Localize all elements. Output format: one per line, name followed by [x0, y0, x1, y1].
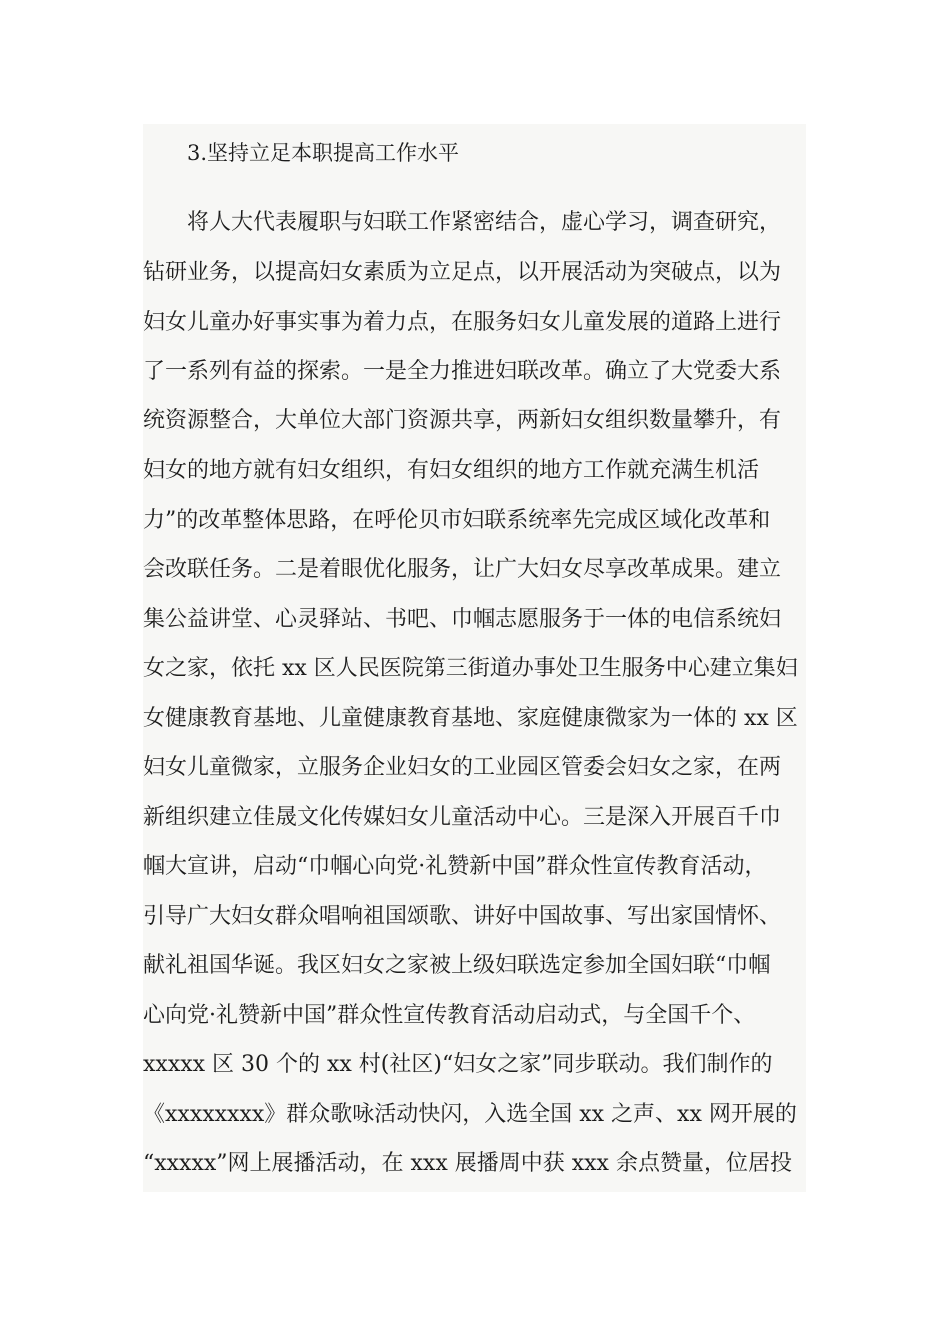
paragraph-line: 妇女儿童微家，立服务企业妇女的工业园区管委会妇女之家，在两	[143, 755, 782, 780]
document-text-block	[143, 124, 806, 1192]
paragraph-line: 妇女的地方就有妇女组织，有妇女组织的地方工作就充满生机活	[143, 458, 760, 483]
paragraph-line: 女之家，依托 xx 区人民医院第三街道办事处卫生服务中心建立集妇	[143, 656, 798, 681]
paragraph-line: 钻研业务，以提高妇女素质为立足点，以开展活动为突破点，以为	[143, 260, 782, 285]
paragraph-line: 将人大代表履职与妇联工作紧密结合，虚心学习，调查研究，	[187, 210, 782, 235]
paragraph-line: 新组织建立佳晟文化传媒妇女儿童活动中心。三是深入开展百千巾	[143, 805, 782, 830]
paragraph-line: 统资源整合，大单位大部门资源共享，两新妇女组织数量攀升，有	[143, 408, 782, 433]
paragraph-line: 心向党·礼赞新中国”群众性宣传教育活动启动式，与全国千个、	[143, 1003, 756, 1028]
paragraph-line: xxxxx 区 30 个的 xx 村(社区)“妇女之家”同步联动。我们制作的	[143, 1052, 773, 1077]
paragraph-line: 帼大宣讲，启动“巾帼心向党·礼赞新中国”群众性宣传教育活动，	[143, 854, 767, 879]
paragraph-line: 献礼祖国华诞。我区妇女之家被上级妇联选定参加全国妇联“巾帼	[143, 953, 771, 978]
paragraph-line: 会改联任务。二是着眼优化服务，让广大妇女尽享改革成果。建立	[143, 557, 782, 582]
paragraph-line: 集公益讲堂、心灵驿站、书吧、巾帼志愿服务于一体的电信系统妇	[143, 607, 782, 632]
paragraph-line: 了一系列有益的探索。一是全力推进妇联改革。确立了大党委大系	[143, 359, 782, 384]
paragraph-line: 引导广大妇女群众唱响祖国颂歌、讲好中国故事、写出家国情怀、	[143, 904, 782, 929]
paragraph-line: 《xxxxxxxx》群众歌咏活动快闪，入选全国 xx 之声、xx 网开展的	[143, 1102, 797, 1127]
section-heading: 3.坚持立足本职提高工作水平	[187, 141, 460, 165]
paragraph-line: 妇女儿童办好事实事为着力点，在服务妇女儿童发展的道路上进行	[143, 310, 782, 335]
paragraph-line: 力”的改革整体思路，在呼伦贝市妇联系统率先完成区域化改革和	[143, 508, 771, 533]
paragraph-line: “xxxxx”网上展播活动，在 xxx 展播周中获 xxx 余点赞量，位居投	[143, 1151, 792, 1176]
paragraph-line: 女健康教育基地、儿童健康教育基地、家庭健康微家为一体的 xx 区	[143, 706, 798, 731]
